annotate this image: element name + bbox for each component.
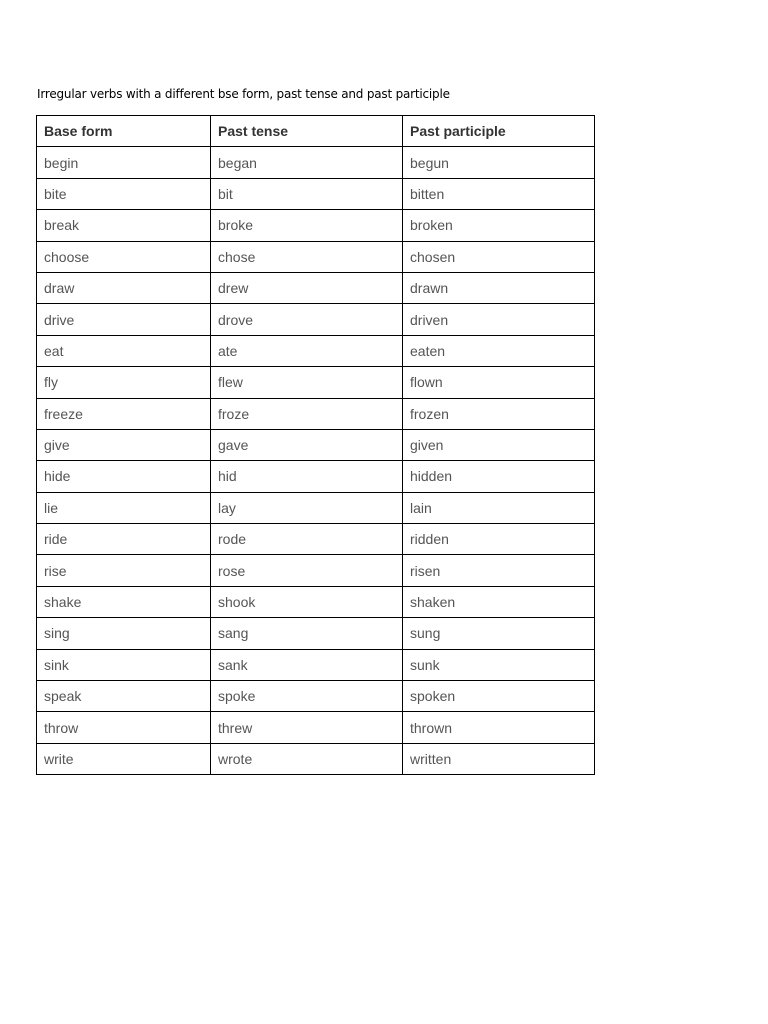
past-tense-cell: sang xyxy=(211,618,403,649)
base-form-cell: choose xyxy=(37,241,211,272)
past-participle-cell: lain xyxy=(403,492,595,523)
table-row xyxy=(37,555,595,586)
base-form-cell: shake xyxy=(37,586,211,617)
past-tense-cell: froze xyxy=(211,398,403,429)
header-past-tense: Past tense xyxy=(211,116,403,147)
base-form-cell: sink xyxy=(37,649,211,680)
header-base-form: Base form xyxy=(37,116,211,147)
base-form-cell: bite xyxy=(37,178,211,209)
past-tense-cell: sank xyxy=(211,649,403,680)
table-row xyxy=(37,618,595,649)
past-tense-cell: rode xyxy=(211,524,403,555)
past-participle-cell: risen xyxy=(403,555,595,586)
base-form-cell: freeze xyxy=(37,398,211,429)
past-participle-cell: given xyxy=(403,429,595,460)
past-participle-cell: shaken xyxy=(403,586,595,617)
table-header-row xyxy=(37,116,595,147)
past-participle-cell: flown xyxy=(403,367,595,398)
past-participle-cell: bitten xyxy=(403,178,595,209)
past-participle-cell: begun xyxy=(403,147,595,178)
base-form-cell: break xyxy=(37,210,211,241)
base-form-cell: rise xyxy=(37,555,211,586)
past-tense-cell: drove xyxy=(211,304,403,335)
past-participle-cell: sung xyxy=(403,618,595,649)
past-tense-cell: drew xyxy=(211,272,403,303)
document-title: Irregular verbs with a different bse form, past tense and past participle xyxy=(37,87,450,101)
past-tense-cell: ate xyxy=(211,335,403,366)
header-past-participle: Past participle xyxy=(403,116,595,147)
past-tense-cell: wrote xyxy=(211,743,403,774)
table-row xyxy=(37,272,595,303)
verbs-table xyxy=(36,115,595,775)
past-tense-cell: hid xyxy=(211,461,403,492)
past-participle-cell: eaten xyxy=(403,335,595,366)
past-participle-cell: drawn xyxy=(403,272,595,303)
base-form-cell: throw xyxy=(37,712,211,743)
past-tense-cell: threw xyxy=(211,712,403,743)
past-participle-cell: frozen xyxy=(403,398,595,429)
table-row xyxy=(37,524,595,555)
table-row xyxy=(37,367,595,398)
past-participle-cell: chosen xyxy=(403,241,595,272)
table-row xyxy=(37,681,595,712)
past-tense-cell: began xyxy=(211,147,403,178)
past-participle-cell: ridden xyxy=(403,524,595,555)
past-tense-cell: bit xyxy=(211,178,403,209)
table-row xyxy=(37,461,595,492)
past-tense-cell: rose xyxy=(211,555,403,586)
past-participle-cell: driven xyxy=(403,304,595,335)
table-row xyxy=(37,429,595,460)
table-row xyxy=(37,743,595,774)
past-tense-cell: gave xyxy=(211,429,403,460)
past-tense-cell: lay xyxy=(211,492,403,523)
table-row xyxy=(37,210,595,241)
base-form-cell: speak xyxy=(37,681,211,712)
past-participle-cell: spoken xyxy=(403,681,595,712)
table-row xyxy=(37,492,595,523)
table-row xyxy=(37,178,595,209)
base-form-cell: write xyxy=(37,743,211,774)
past-tense-cell: spoke xyxy=(211,681,403,712)
table-row xyxy=(37,241,595,272)
past-participle-cell: sunk xyxy=(403,649,595,680)
past-participle-cell: written xyxy=(403,743,595,774)
table-row xyxy=(37,147,595,178)
base-form-cell: begin xyxy=(37,147,211,178)
past-tense-cell: shook xyxy=(211,586,403,617)
base-form-cell: lie xyxy=(37,492,211,523)
past-participle-cell: hidden xyxy=(403,461,595,492)
base-form-cell: eat xyxy=(37,335,211,366)
table-body xyxy=(37,147,595,775)
table-row xyxy=(37,304,595,335)
table-row xyxy=(37,335,595,366)
past-tense-cell: broke xyxy=(211,210,403,241)
base-form-cell: hide xyxy=(37,461,211,492)
table-row xyxy=(37,586,595,617)
base-form-cell: give xyxy=(37,429,211,460)
past-tense-cell: flew xyxy=(211,367,403,398)
base-form-cell: fly xyxy=(37,367,211,398)
base-form-cell: sing xyxy=(37,618,211,649)
base-form-cell: ride xyxy=(37,524,211,555)
table-row xyxy=(37,712,595,743)
base-form-cell: draw xyxy=(37,272,211,303)
table-row xyxy=(37,398,595,429)
past-participle-cell: thrown xyxy=(403,712,595,743)
past-participle-cell: broken xyxy=(403,210,595,241)
base-form-cell: drive xyxy=(37,304,211,335)
past-tense-cell: chose xyxy=(211,241,403,272)
table-row xyxy=(37,649,595,680)
